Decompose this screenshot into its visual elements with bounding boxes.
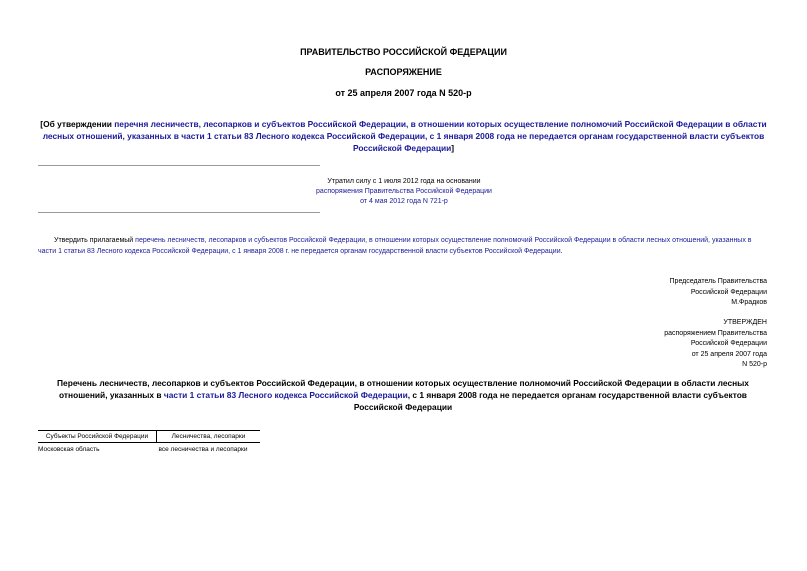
order-prefix: Утвердить прилагаемый — [54, 237, 136, 244]
table-header-forestries: Лесничества, лесопарки — [157, 431, 261, 443]
list-title-part1: Перечень лесничеств, лесопарков и субъектов Российской Федерации, в отношении которых осуществление полномочий Российской Федерации в области лесных отношений, указанных в — [57, 378, 749, 400]
status-note-line1: Утратил силу с 1 июля 2012 года на основании — [327, 178, 481, 185]
approval-line5: N 520-р — [742, 361, 767, 368]
forestry-table — [38, 430, 260, 453]
list-title-part2: , с 1 января 2008 года не передается органам государственной власти субъектов Российской Федерации — [353, 390, 747, 412]
list-title-link[interactable]: части 1 статьи 83 Лесного кодекса Российской Федерации — [163, 390, 408, 400]
table-row — [38, 443, 260, 454]
table-header-subjects: Субъекты Российской Федерации — [38, 431, 157, 443]
document-subject — [36, 118, 771, 154]
status-note-link-line2[interactable]: распоряжения Правительства Российской Федерации — [316, 188, 492, 195]
subject-open-bracket: [Об утверждении — [40, 119, 115, 129]
status-note — [290, 177, 518, 207]
divider-top — [38, 165, 320, 166]
order-paragraph — [38, 235, 770, 257]
table-header-row — [38, 431, 260, 443]
table-cell-forestries: все лесничества и лесопарки — [158, 446, 248, 453]
approval-line2: распоряжением Правительства — [664, 329, 767, 337]
subject-close-bracket: ] — [451, 143, 455, 153]
document-date-number: от 25 апреля 2007 года N 520-р — [335, 88, 472, 98]
government-name: ПРАВИТЕЛЬСТВО РОССИЙСКОЙ ФЕДЕРАЦИИ — [300, 47, 507, 57]
approval-line4: от 25 апреля 2007 года — [691, 350, 767, 358]
status-note-link-line3[interactable]: от 4 мая 2012 года N 721-р — [360, 198, 448, 205]
signature-block — [517, 277, 767, 309]
signature-country: Российской Федерации — [690, 288, 767, 296]
divider-bottom — [38, 212, 320, 213]
list-title — [38, 377, 768, 413]
signature-name: М.Фрадков — [731, 299, 767, 306]
approval-block — [517, 318, 767, 371]
signature-position: Председатель Правительства — [669, 278, 767, 285]
subject-link[interactable]: перечня лесничеств, лесопарков и субъектов Российской Федерации, в отношении которых осуществление полномочий Российской Федерации в области лесных отношений, указанных в части 1 статьи 83 Лесного кодекса Российской Федерации, с 1 января 2008 года не передается органам государственной власти субъектов Российской Федерации — [42, 119, 767, 153]
document-type: РАСПОРЯЖЕНИЕ — [365, 67, 442, 77]
order-list-link[interactable]: перечень лесничеств, лесопарков и субъектов Российской Федерации, в отношении которых осуществление полномочий Российской Федерации в области лесных отношений, указанных в части 1 статьи 83 Лесного кодекса Российской Федерации, с 1 января 2008 г. не передается органам государственной власти субъектов Российской Федерации — [38, 237, 752, 255]
approval-line3: Российской Федерации — [690, 340, 767, 347]
order-suffix: . — [560, 248, 563, 255]
table-cell-subject: Московская область — [38, 446, 100, 453]
approval-approved: УТВЕРЖДЕН — [723, 319, 767, 326]
